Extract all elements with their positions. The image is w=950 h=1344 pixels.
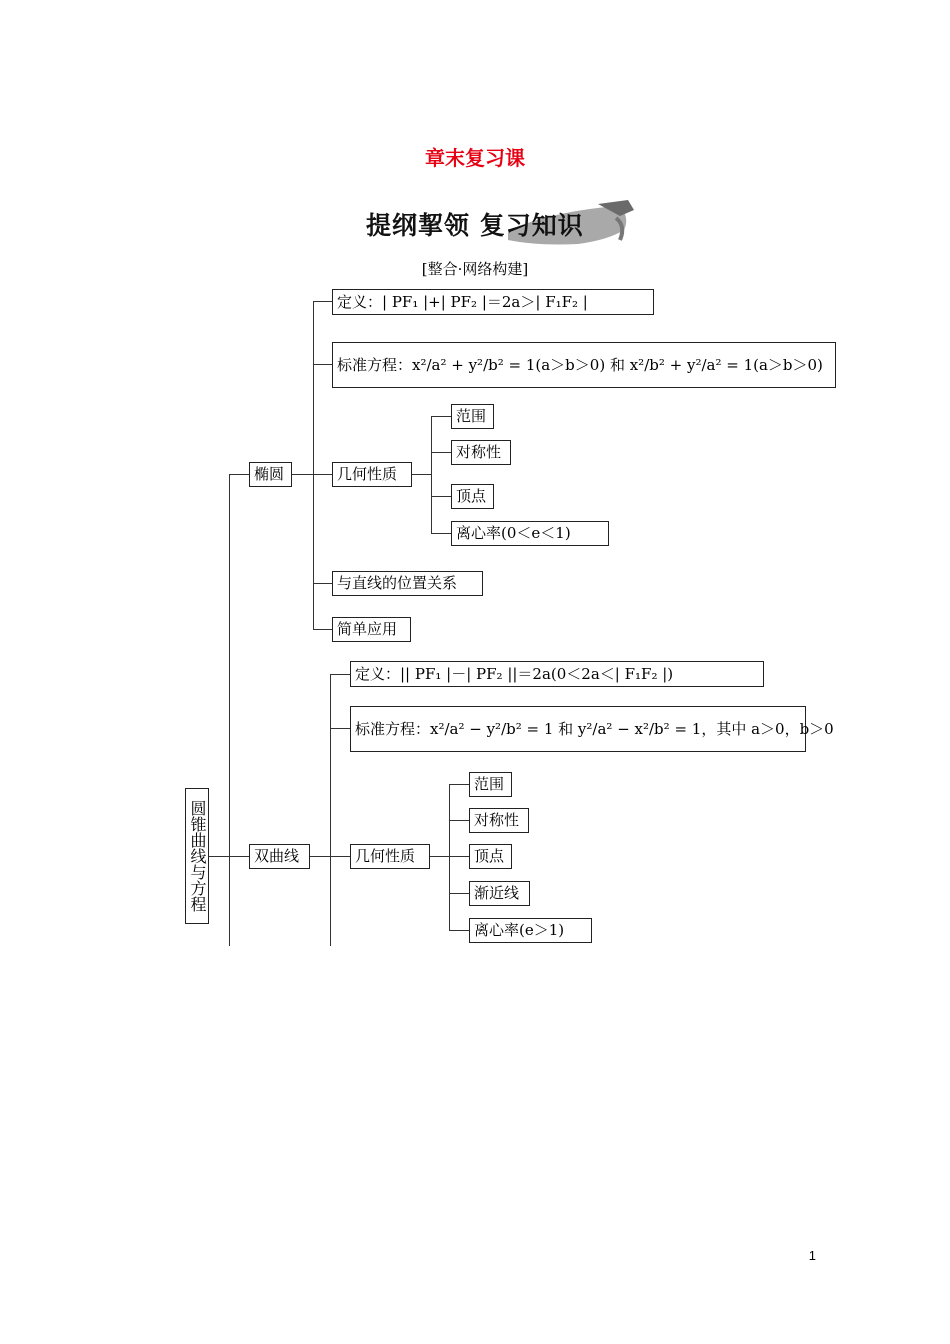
hyperbola-branch-line (309, 856, 330, 857)
ellipse-eq-line (313, 364, 333, 365)
banner-text: 提纲挈领 复习知识 (366, 211, 584, 240)
hyperbola-prop-line (449, 784, 469, 785)
ellipse-node: 椭圆 (249, 462, 292, 487)
ellipse-prop-symmetry: 对称性 (451, 440, 511, 465)
subheading: [整合·网络构建] (421, 260, 529, 278)
ellipse-connector (229, 474, 249, 475)
hyperbola-prop-line (449, 820, 469, 821)
hyperbola-prop-asymptote: 渐近线 (469, 881, 530, 906)
ellipse-standard-equation: 标准方程：x²/a² + y²/b² = 1(a＞b＞0) 和 x²/b² + y²/a² = 1(a＞b＞0) (332, 342, 836, 388)
ellipse-geo-line (313, 474, 333, 475)
hyperbola-prop-eccentricity: 离心率(e＞1) (469, 918, 592, 943)
ellipse-definition: 定义：| PF₁ |+| PF₂ |＝2a＞| F₁F₂ | (332, 289, 654, 315)
hyperbola-standard-equation: 标准方程：x²/a² − y²/b² = 1 和 y²/a² − x²/b² = 1，其中 a＞0，b＞0 (350, 706, 806, 752)
ellipse-branch-line (291, 474, 313, 475)
root-connector (207, 856, 229, 857)
hyperbola-prop-line (449, 930, 469, 931)
hyperbola-def-line (330, 674, 350, 675)
ellipse-prop-line (431, 416, 451, 417)
hyperbola-prop-symmetry: 对称性 (469, 808, 529, 833)
hyperbola-prop-vertex: 顶点 (469, 844, 512, 869)
hyperbola-geo-line (330, 856, 350, 857)
section-banner (358, 200, 638, 248)
ellipse-prop-eccentricity: 离心率(0＜e＜1) (451, 521, 609, 546)
ellipse-def-line (313, 301, 333, 302)
hyperbola-props-vertical (449, 784, 450, 930)
hyperbola-prop-range: 范围 (469, 772, 512, 797)
root-node: 圆锥曲线与方程 (185, 788, 209, 924)
hyperbola-definition: 定义：|| PF₁ |－| PF₂ ||＝2a(0＜2a＜| F₁F₂ |) (350, 661, 764, 687)
hyperbola-connector (229, 856, 249, 857)
trunk-line (229, 474, 230, 946)
ellipse-geo-branch (411, 474, 431, 475)
hyperbola-geometry-node: 几何性质 (350, 844, 430, 869)
ellipse-application: 简单应用 (332, 617, 411, 642)
ellipse-props-vertical (431, 416, 432, 533)
hyperbola-node: 双曲线 (249, 844, 310, 869)
ellipse-line-position: 与直线的位置关系 (332, 571, 483, 596)
ellipse-prop-range: 范围 (451, 404, 494, 429)
ellipse-linepos-line (313, 583, 333, 584)
hyperbola-geo-branch (429, 856, 449, 857)
hyperbola-vertical (330, 674, 331, 946)
ellipse-app-line (313, 629, 333, 630)
ellipse-vertical (313, 301, 314, 629)
page-number: 1 (808, 1248, 816, 1263)
ellipse-prop-line (431, 533, 451, 534)
ellipse-prop-vertex: 顶点 (451, 484, 494, 509)
page-title: 章末复习课 (425, 146, 525, 170)
ellipse-prop-line (431, 452, 451, 453)
hyperbola-eq-line (330, 728, 350, 729)
hyperbola-prop-line (449, 893, 469, 894)
ellipse-prop-line (431, 496, 451, 497)
hyperbola-prop-line (449, 856, 469, 857)
ellipse-geometry-node: 几何性质 (332, 462, 412, 487)
